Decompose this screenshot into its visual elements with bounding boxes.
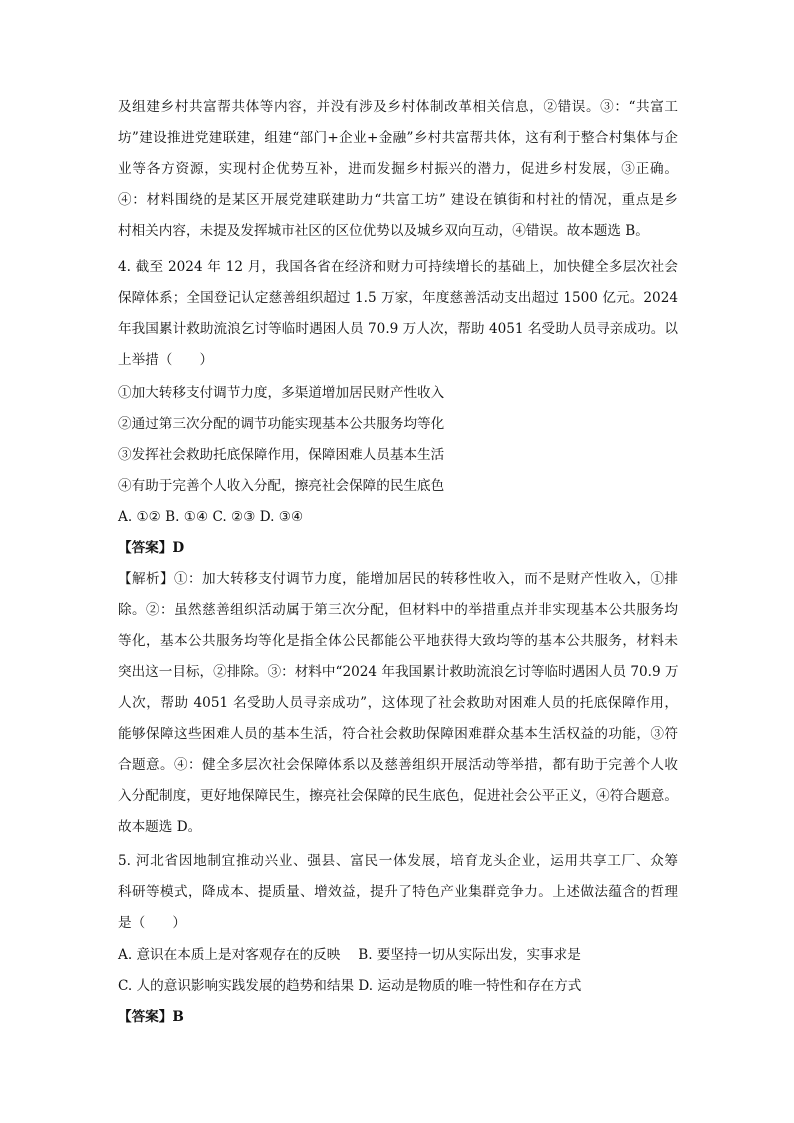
analysis-line: 突出这一目标，②排除。③：材料中“2024 年我国累计救助流浪乞讨等临时遇困人员 70.9 万 <box>118 664 679 680</box>
answer-label: 【答案】B <box>118 1009 184 1025</box>
analysis-line: 故本题选 D。 <box>118 819 202 835</box>
analysis-line: 合题意。④：健全多层次社会保障体系以及慈善组织开展活动等举措，都有助于完善个人收 <box>118 757 678 773</box>
analysis-line: 入分配制度，更好地保障民生，擦亮社会保障的民生底色，促进社会公平正义，④符合题意。 <box>118 788 678 804</box>
text-line: 业等各方资源，实现村企优势互补，进而发掘乡村振兴的潜力，促进乡村发展，③正确。 <box>118 161 678 177</box>
analysis-line: 能够保障这些困难人员的基本生活，符合社会救助保障困难群众基本生活权益的功能，③符 <box>118 726 678 742</box>
question-4-line: 上举措（ ） <box>118 352 214 368</box>
answer-choices: A. 意识在本质上是对客观存在的反映 B. 要坚持一切从实际出发，实事求是 <box>118 947 581 963</box>
text-line: 村相关内容，未提及发挥城市社区的区位优势以及城乡双向互动，④错误。故本题选 B。 <box>118 223 649 239</box>
statement-option: ①加大转移支付调节力度，多渠道增加居民财产性收入 <box>118 385 445 401</box>
question-4-line: 4. 截至 2024 年 12 月，我国各省在经济和财力可持续增长的基础上，加快健全多层次社会 <box>118 259 678 275</box>
text-line: 坊”建设推进党建联建，组建“部门+企业+金融”乡村共富帮共体，这有利于整合村集体与企 <box>118 130 678 146</box>
question-4-line: 保障体系；全国登记认定慈善组织超过 1.5 万家，年度慈善活动支出超过 1500 亿元。2024 <box>118 290 678 306</box>
text-line: ④：材料围绕的是某区开展党建联建助力“共富工坊” 建设在镇街和村社的情况，重点是乡 <box>118 192 678 208</box>
statement-option: ②通过第三次分配的调节功能实现基本公共服务均等化 <box>118 416 445 432</box>
question-5-line: 5. 河北省因地制宜推动兴业、强县、富民一体发展，培育龙头企业，运用共享工厂、众筹 <box>118 853 678 869</box>
question-5-line: 是（ ） <box>118 915 186 931</box>
statement-option: ③发挥社会救助托底保障作用，保障困难人员基本生活 <box>118 447 445 463</box>
question-5-line: 科研等模式，降成本、提质量、增效益，提升了特色产业集群竞争力。上述做法蕴含的哲理 <box>118 884 678 900</box>
answer-label: 【答案】D <box>118 540 185 556</box>
analysis-line: 等化，基本公共服务均等化是指全体公民都能公平地获得大致均等的基本公共服务，材料未 <box>118 633 678 649</box>
answer-choices: A. ①② B. ①④ C. ②③ D. ③④ <box>118 509 304 525</box>
analysis-line: 除。②：虽然慈善组织活动属于第三次分配，但材料中的举措重点并非实现基本公共服务均 <box>118 602 678 618</box>
answer-choices: C. 人的意识影响实践发展的趋势和结果 D. 运动是物质的唯一特性和存在方式 <box>118 978 582 994</box>
analysis-line: 人次，帮助 4051 名受助人员寻亲成功”，这体现了社会救助对困难人员的托底保障作用， <box>118 695 678 711</box>
text-line: 及组建乡村共富帮共体等内容，并没有涉及乡村体制改革相关信息，②错误。③：“共富工 <box>118 99 678 115</box>
analysis-line: 【解析】①：加大转移支付调节力度，能增加居民的转移性收入，而不是财产性收入，①排 <box>118 571 678 587</box>
statement-option: ④有助于完善个人收入分配，擦亮社会保障的民生底色 <box>118 478 445 494</box>
question-4-line: 年我国累计救助流浪乞讨等临时遇困人员 70.9 万人次，帮助 4051 名受助人员寻亲成功。以 <box>118 321 678 337</box>
